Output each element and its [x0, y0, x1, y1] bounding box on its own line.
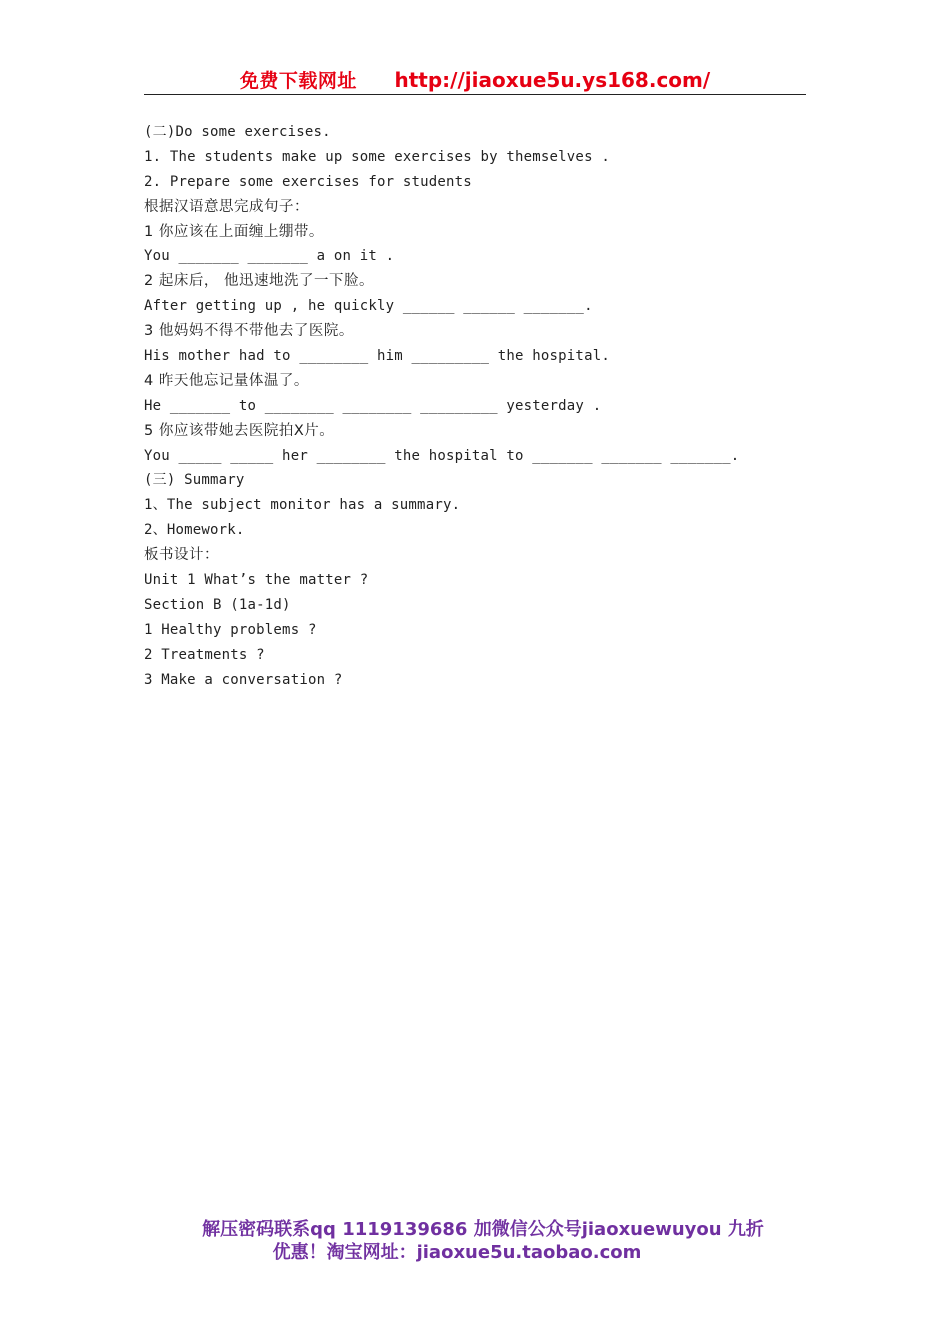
sentence-4-english: He _______ to ________ ________ _________ yesterday .	[144, 397, 602, 414]
sentence-3-english: His mother had to ________ him _________ the hospital.	[144, 348, 610, 365]
sentence-1-chinese: 1 你应该在上面缠上绷带。	[144, 223, 324, 240]
document-body	[144, 120, 804, 692]
sentence-5-chinese: 5 你应该带她去医院拍X片。	[144, 422, 335, 439]
download-url-link[interactable]: http://jiaoxue5u.ys168.com/	[394, 68, 711, 92]
blackboard-design-heading: 板书设计：	[144, 547, 219, 564]
sentence-4-chinese: 4 昨天他忘记量体温了。	[144, 372, 309, 389]
sentence-2-chinese: 2 起床后， 他迅速地洗了一下脸。	[144, 273, 374, 290]
board-item-1: 1 Healthy problems ?	[144, 621, 317, 638]
unit-title: Unit 1 What’s the matter ?	[144, 572, 369, 589]
free-download-label: 免费下载网址	[239, 70, 357, 92]
exercise-step-2: 2. Prepare some exercises for students	[144, 173, 472, 190]
board-item-2: 2 Treatments ?	[144, 646, 265, 663]
page-footer	[0, 1218, 950, 1264]
translation-instruction: 根据汉语意思完成句子：	[144, 198, 309, 215]
section-title: Section B (1a-1d)	[144, 596, 291, 613]
sentence-3-chinese: 3 他妈妈不得不带他去了医院。	[144, 323, 354, 340]
exercise-step-1: 1. The students make up some exercises by themselves .	[144, 148, 610, 165]
summary-item-1: 1、The subject monitor has a summary.	[144, 497, 461, 514]
sentence-1-english: You _______ _______ a on it .	[144, 248, 395, 265]
footer-shop-line: 优惠！淘宝网址：jiaoxue5u.taobao.com	[272, 1242, 642, 1263]
summary-item-2: 2、Homework.	[144, 522, 245, 539]
section-two-heading: (二)Do some exercises.	[144, 124, 331, 140]
footer-contact-line: 解压密码联系qq 1119139686 加微信公众号jiaoxuewuyou 九折	[202, 1219, 764, 1240]
summary-heading: (三) Summary	[144, 472, 245, 489]
page-header	[144, 66, 806, 95]
sentence-5-english: You _____ _____ her ________ the hospital to _______ _______ _______.	[144, 447, 740, 464]
board-item-3: 3 Make a conversation ?	[144, 671, 343, 688]
sentence-2-english: After getting up , he quickly ______ ______ _______.	[144, 298, 593, 315]
